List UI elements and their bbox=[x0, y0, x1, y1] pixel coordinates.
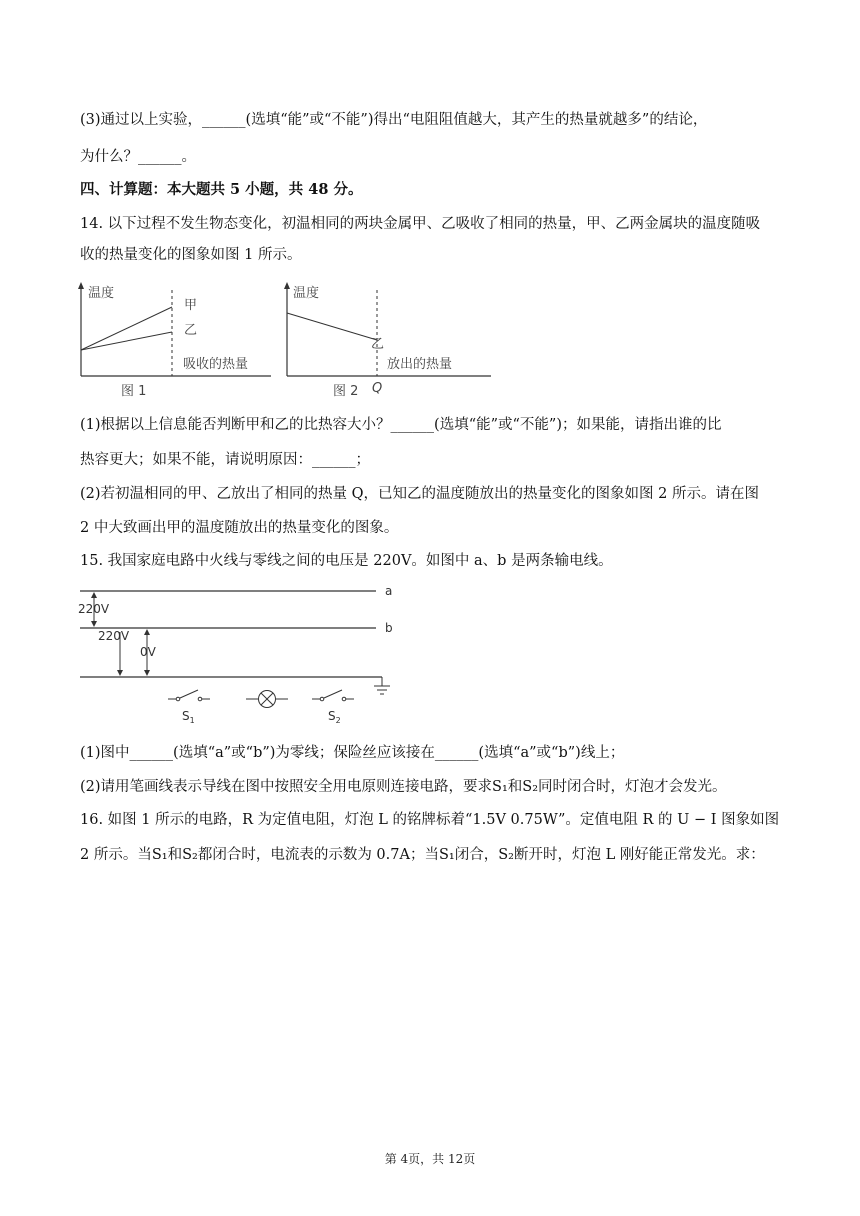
fig2-series-yi: 乙 bbox=[371, 337, 385, 352]
fig1-series-yi: 乙 bbox=[184, 323, 198, 338]
page-footer: 第 4页，共 12页 bbox=[384, 1152, 476, 1166]
fig2-caption: 图 2 bbox=[333, 384, 359, 399]
fig1-xlabel: 吸收的热量 bbox=[183, 357, 249, 372]
figure-2 bbox=[281, 282, 501, 400]
q14-2-line1: (2)若初温相同的甲、乙放出了相同的热量 Q，已知乙的温度随放出的热量变化的图象如图 2 所示。请在图 bbox=[80, 486, 759, 502]
voltage-label-a-ground: 220V bbox=[98, 629, 130, 643]
fig2-ylabel: 温度 bbox=[293, 286, 320, 301]
lamp-icon bbox=[246, 691, 288, 708]
switch-s1-icon bbox=[168, 690, 210, 701]
figure-1 bbox=[76, 282, 276, 400]
q15-1-line: (1)图中______(选填“a”或“b”)为零线；保险丝应该接在______(选填“a”或“b”)线上； bbox=[80, 745, 625, 761]
fig2-q-label: Q bbox=[372, 381, 383, 396]
fig2-xlabel: 放出的热量 bbox=[387, 357, 453, 372]
switch-s1-label: $S_1$ bbox=[182, 709, 195, 725]
line-b-label: b bbox=[385, 621, 393, 635]
q13-3-line2: 为什么？______。 bbox=[80, 149, 196, 165]
q15-2-line: (2)请用笔画线表示导线在图中按照安全用电原则连接电路，要求S₁和S₂同时闭合时，灯泡才会发光。 bbox=[80, 779, 727, 795]
switch-s2-icon bbox=[312, 690, 354, 701]
switch-s2-label: $S_2$ bbox=[328, 709, 341, 725]
line-a-label: a bbox=[385, 584, 393, 598]
q13-3-line1: (3)通过以上实验，______(选填“能”或“不能”)得出“电阻阻值越大，其产生的热量就越多”的结论， bbox=[80, 112, 708, 128]
q16-line1: 16. 如图 1 所示的电路，R 为定值电阻，灯泡 L 的铭牌标着“1.5V 0.75W”。定值电阻 R 的 U − I 图象如图 bbox=[80, 812, 780, 828]
q14-line2: 收的热量变化的图象如图 1 所示。 bbox=[80, 247, 302, 263]
voltage-label-b-ground: 0V bbox=[140, 645, 156, 659]
q16-line2: 2 所示。当S₁和S₂都闭合时，电流表的示数为 0.7A；当S₁闭合，S₂断开时，灯泡 L 刚好能正常发光。求： bbox=[80, 847, 765, 863]
section-heading: 四、计算题：本大题共 5 小题，共 48 分。 bbox=[80, 181, 363, 198]
q14-1-line1: (1)根据以上信息能否判断甲和乙的比热容大小？______(选填“能”或“不能”)；如果能，请指出谁的比 bbox=[80, 417, 722, 433]
q14-1-line2: 热容更大；如果不能，请说明原因：______； bbox=[80, 452, 370, 468]
fig1-caption: 图 1 bbox=[121, 384, 147, 399]
circuit-figure bbox=[76, 582, 396, 728]
fig1-ylabel: 温度 bbox=[88, 286, 115, 301]
fig1-series-jia: 甲 bbox=[184, 298, 198, 313]
q15-line: 15. 我国家庭电路中火线与零线之间的电压是 220V。如图中 a、b 是两条输电线。 bbox=[80, 553, 613, 569]
q14-2-line2: 2 中大致画出甲的温度随放出的热量变化的图象。 bbox=[80, 520, 399, 536]
q14-line1: 14. 以下过程不发生物态变化，初温相同的两块金属甲、乙吸收了相同的热量，甲、乙两金属块的温度随吸 bbox=[80, 216, 761, 232]
voltage-label-ab: 220V bbox=[78, 602, 110, 616]
